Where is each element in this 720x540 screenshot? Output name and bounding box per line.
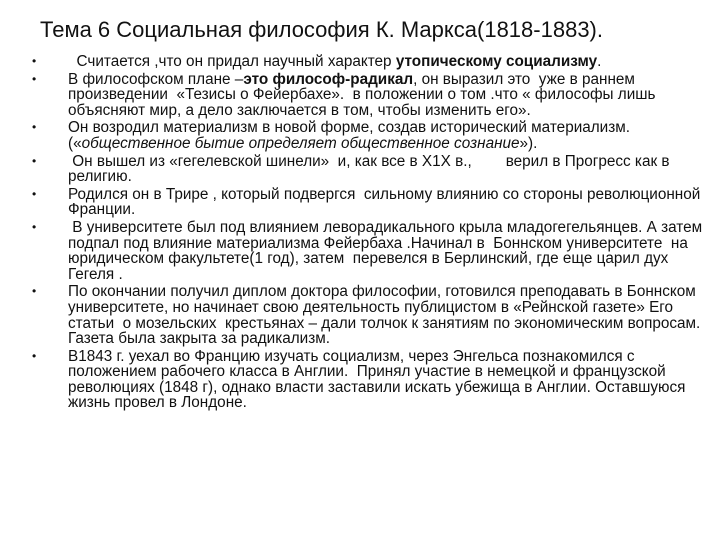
bullet-point: • bbox=[32, 284, 37, 299]
bullet-list bbox=[30, 54, 710, 413]
text-segment: . bbox=[597, 53, 602, 70]
text-segment: По окончании получил диплом доктора философии, готовился преподавать в Боннском университете, но начинает свою деятельность публицистом в «Рейнской газете» Его статьи о мозельских крестьянах – дали толчок к занятиям по экономическим вопросам. Газета была закрыта за радикализм. bbox=[68, 283, 709, 348]
list-item bbox=[30, 220, 710, 282]
bullet-point: • bbox=[32, 219, 37, 234]
text-segment: , он выразил это уже в раннем произведении «Тезисы о Фейербахе». в положении о том .что « философы лишь объясняют мир, а дело заключается в том, чтобы изменить его». bbox=[68, 70, 660, 119]
item-text bbox=[68, 284, 710, 346]
item-text bbox=[68, 187, 710, 218]
bullet-point: • bbox=[32, 54, 37, 68]
item-text bbox=[68, 72, 710, 119]
text-segment: »). bbox=[519, 134, 538, 152]
slide-title: Тема 6 Социальная философия К. Маркса(1818-1883). bbox=[40, 17, 603, 42]
text-segment: Считается ,что он придал научный характер bbox=[68, 53, 396, 70]
text-segment: Родился он в Трире , который подвергся сильному влиянию со стороны революционной Франции. bbox=[68, 185, 705, 219]
item-text bbox=[68, 54, 710, 70]
item-text bbox=[68, 120, 710, 151]
text-segment: В1843 г. уехал во Францию изучать социализм, через Энгельса познакомился с положением рабочего класса в Англии. Принял участие в немецкой и французской революциях (1848 г), однако власти заставили искать убежища в Англии. Оставшуюся жизнь провел в Лондоне. bbox=[68, 347, 690, 412]
bullet-point: • bbox=[32, 186, 37, 201]
bold-text: это философ-радикал bbox=[243, 70, 414, 88]
list-item bbox=[30, 154, 710, 185]
list-item bbox=[30, 284, 710, 346]
list-item bbox=[30, 120, 710, 151]
bullet-point: • bbox=[32, 120, 37, 135]
text-segment: Он вышел из «гегелевской шинели» и, как все в Х1Х в., верил в Прогресс как в религию. bbox=[68, 152, 674, 186]
text-segment: В философском плане – bbox=[68, 70, 244, 88]
bullet-point: • bbox=[32, 153, 37, 168]
text-segment: Он возродил материализм в новой форме, создав исторический материализм.(« bbox=[68, 119, 631, 152]
item-text bbox=[68, 349, 710, 411]
list-item bbox=[30, 349, 710, 411]
item-text bbox=[68, 220, 710, 282]
bold-text: утопическому социализму bbox=[395, 53, 598, 70]
text-segment: В университете был под влиянием леворадикального крыла младогегельянцев. А затем подпал под влияние материализма Фейербаха .Начинал в Боннском университете на юридическом факультете(1 год), затем перевелся в Берлинский, где еще царил дух Гегеля . bbox=[68, 218, 711, 283]
list-item bbox=[30, 72, 710, 119]
list-item bbox=[30, 187, 710, 218]
bullet-point: • bbox=[32, 71, 37, 86]
italic-text: общественное бытие определяет общественное сознание bbox=[81, 134, 520, 152]
bullet-point: • bbox=[32, 348, 37, 363]
list-item bbox=[30, 54, 710, 70]
item-text bbox=[68, 154, 710, 185]
